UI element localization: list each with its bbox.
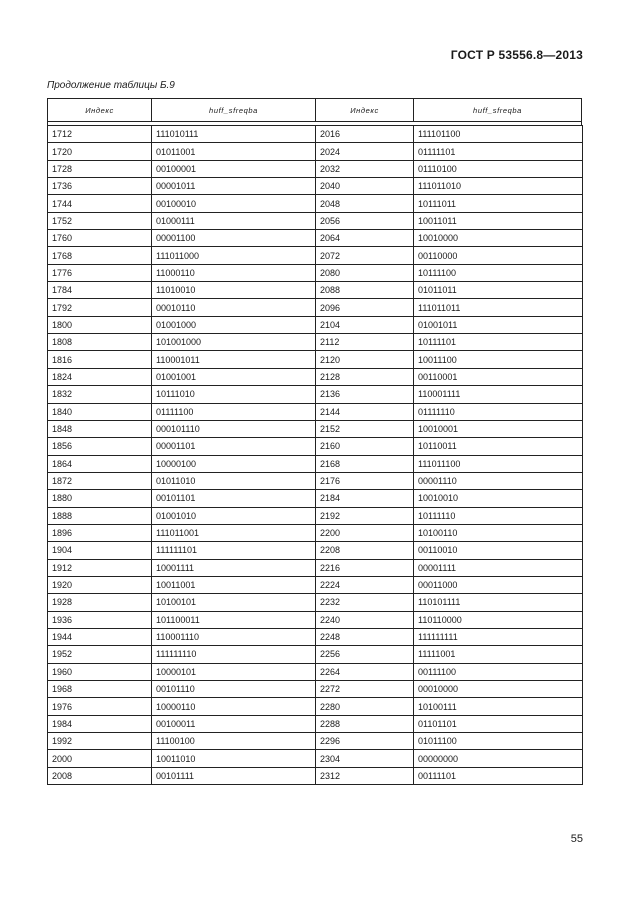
cell-index-right: 2072 [316, 247, 414, 264]
page-number: 55 [570, 833, 583, 845]
header-index-left: Индекс [48, 99, 152, 121]
table-row [48, 282, 583, 299]
table-row [48, 351, 583, 368]
table-row [48, 559, 583, 576]
cell-index-right: 2192 [316, 507, 414, 524]
cell-code-right: 01001011 [414, 316, 583, 333]
cell-index-right: 2176 [316, 472, 414, 489]
cell-index-right: 2064 [316, 230, 414, 247]
cell-code-right: 00111101 [414, 767, 583, 784]
cell-code-right: 10111101 [414, 334, 583, 351]
cell-index-left: 1960 [48, 663, 152, 680]
cell-code-right: 110101111 [414, 594, 583, 611]
cell-code-right: 01110100 [414, 160, 583, 177]
table-row [48, 472, 583, 489]
table-row [48, 368, 583, 385]
header-huff-right: huff_sfreqba [473, 105, 522, 115]
cell-index-right: 2104 [316, 316, 414, 333]
table-row [48, 750, 583, 767]
table-row [48, 195, 583, 212]
cell-code-left: 00001100 [152, 230, 316, 247]
cell-index-left: 1976 [48, 698, 152, 715]
cell-code-right: 01111110 [414, 403, 583, 420]
table-row [48, 767, 583, 784]
cell-index-left: 1808 [48, 334, 152, 351]
header-index-right: Индекс [316, 99, 414, 121]
cell-index-left: 1824 [48, 368, 152, 385]
cell-index-left: 1768 [48, 247, 152, 264]
cell-code-left: 00101110 [152, 681, 316, 698]
table-body [47, 125, 583, 785]
cell-code-right: 10100111 [414, 698, 583, 715]
cell-code-right: 10111100 [414, 264, 583, 281]
table-row [48, 316, 583, 333]
cell-code-right: 111011100 [414, 455, 583, 472]
table-row [48, 681, 583, 698]
cell-index-left: 1872 [48, 472, 152, 489]
cell-index-right: 2040 [316, 178, 414, 195]
cell-code-right: 111101100 [414, 126, 583, 143]
cell-code-left: 10000101 [152, 663, 316, 680]
cell-code-right: 10011100 [414, 351, 583, 368]
cell-index-left: 1968 [48, 681, 152, 698]
cell-code-left: 01111100 [152, 403, 316, 420]
table-row [48, 143, 583, 160]
cell-code-right: 00111100 [414, 663, 583, 680]
cell-code-left: 01001000 [152, 316, 316, 333]
cell-index-left: 1888 [48, 507, 152, 524]
cell-code-left: 00001101 [152, 438, 316, 455]
cell-index-left: 1944 [48, 628, 152, 645]
cell-code-right: 10111110 [414, 507, 583, 524]
cell-index-left: 2000 [48, 750, 152, 767]
cell-index-left: 1712 [48, 126, 152, 143]
cell-code-left: 10001111 [152, 559, 316, 576]
cell-index-left: 1912 [48, 559, 152, 576]
table-row [48, 733, 583, 750]
cell-index-right: 2248 [316, 628, 414, 645]
cell-index-left: 1816 [48, 351, 152, 368]
cell-index-right: 2048 [316, 195, 414, 212]
cell-index-left: 1920 [48, 576, 152, 593]
table-row [48, 455, 583, 472]
cell-code-left: 00010110 [152, 299, 316, 316]
table-row [48, 212, 583, 229]
cell-code-left: 000101110 [152, 420, 316, 437]
cell-index-left: 1952 [48, 646, 152, 663]
table-row [48, 490, 583, 507]
cell-index-right: 2232 [316, 594, 414, 611]
cell-index-left: 1752 [48, 212, 152, 229]
cell-index-left: 1792 [48, 299, 152, 316]
cell-code-right: 00110000 [414, 247, 583, 264]
cell-index-left: 1832 [48, 386, 152, 403]
cell-index-left: 1984 [48, 715, 152, 732]
cell-code-left: 111111101 [152, 542, 316, 559]
table-header [47, 98, 582, 122]
cell-code-right: 01101101 [414, 715, 583, 732]
cell-index-right: 2120 [316, 351, 414, 368]
cell-index-right: 2256 [316, 646, 414, 663]
cell-index-left: 1720 [48, 143, 152, 160]
table-row [48, 715, 583, 732]
cell-index-left: 1840 [48, 403, 152, 420]
table-row [48, 178, 583, 195]
cell-code-left: 11100100 [152, 733, 316, 750]
cell-index-right: 2144 [316, 403, 414, 420]
data-table [47, 98, 582, 785]
cell-index-left: 1848 [48, 420, 152, 437]
table-row [48, 663, 583, 680]
cell-index-right: 2296 [316, 733, 414, 750]
cell-index-right: 2184 [316, 490, 414, 507]
cell-code-left: 10000110 [152, 698, 316, 715]
cell-code-left: 00101101 [152, 490, 316, 507]
table-row [48, 698, 583, 715]
document-code: ГОСТ Р 53556.8—2013 [450, 48, 583, 62]
cell-code-right: 00011000 [414, 576, 583, 593]
cell-index-right: 2240 [316, 611, 414, 628]
cell-code-left: 101100011 [152, 611, 316, 628]
table-row [48, 386, 583, 403]
cell-code-left: 00100001 [152, 160, 316, 177]
cell-code-left: 00100011 [152, 715, 316, 732]
cell-code-left: 110001011 [152, 351, 316, 368]
cell-index-right: 2280 [316, 698, 414, 715]
table-row [48, 420, 583, 437]
cell-index-left: 1744 [48, 195, 152, 212]
table-row [48, 403, 583, 420]
cell-code-right: 00110001 [414, 368, 583, 385]
cell-code-left: 11000110 [152, 264, 316, 281]
table-row [48, 576, 583, 593]
cell-code-left: 111011001 [152, 524, 316, 541]
cell-index-right: 2312 [316, 767, 414, 784]
cell-index-left: 1904 [48, 542, 152, 559]
cell-code-left: 11010010 [152, 282, 316, 299]
cell-code-left: 10000100 [152, 455, 316, 472]
cell-code-left: 10100101 [152, 594, 316, 611]
cell-code-right: 00110010 [414, 542, 583, 559]
cell-index-left: 1776 [48, 264, 152, 281]
table-row [48, 646, 583, 663]
cell-code-right: 10110011 [414, 438, 583, 455]
cell-index-right: 2016 [316, 126, 414, 143]
cell-index-right: 2160 [316, 438, 414, 455]
table-caption: Продолжение таблицы Б.9 [47, 80, 175, 91]
cell-code-left: 10011010 [152, 750, 316, 767]
table-row [48, 160, 583, 177]
cell-index-left: 1992 [48, 733, 152, 750]
cell-code-left: 01011010 [152, 472, 316, 489]
cell-index-right: 2152 [316, 420, 414, 437]
cell-index-right: 2088 [316, 282, 414, 299]
table-row [48, 438, 583, 455]
cell-code-right: 110001111 [414, 386, 583, 403]
table-row [48, 299, 583, 316]
cell-code-left: 00001011 [152, 178, 316, 195]
table-row [48, 230, 583, 247]
cell-code-left: 01001010 [152, 507, 316, 524]
table-row [48, 264, 583, 281]
cell-index-left: 1864 [48, 455, 152, 472]
cell-index-right: 2208 [316, 542, 414, 559]
cell-index-right: 2304 [316, 750, 414, 767]
cell-code-right: 111011011 [414, 299, 583, 316]
cell-index-right: 2224 [316, 576, 414, 593]
table-row [48, 126, 583, 143]
table-row [48, 507, 583, 524]
cell-index-right: 2272 [316, 681, 414, 698]
cell-index-left: 2008 [48, 767, 152, 784]
cell-code-left: 01001001 [152, 368, 316, 385]
cell-code-left: 111011000 [152, 247, 316, 264]
cell-code-right: 10111011 [414, 195, 583, 212]
cell-index-left: 1928 [48, 594, 152, 611]
cell-code-right: 00001110 [414, 472, 583, 489]
cell-index-left: 1728 [48, 160, 152, 177]
cell-index-right: 2096 [316, 299, 414, 316]
table-row [48, 628, 583, 645]
table-row [48, 611, 583, 628]
cell-index-right: 2216 [316, 559, 414, 576]
cell-code-right: 11111001 [414, 646, 583, 663]
cell-code-right: 00010000 [414, 681, 583, 698]
cell-index-right: 2080 [316, 264, 414, 281]
cell-code-right: 10010000 [414, 230, 583, 247]
cell-code-right: 10010001 [414, 420, 583, 437]
cell-code-left: 110001110 [152, 628, 316, 645]
cell-index-right: 2168 [316, 455, 414, 472]
cell-code-left: 101001000 [152, 334, 316, 351]
cell-index-left: 1856 [48, 438, 152, 455]
cell-code-right: 111111111 [414, 628, 583, 645]
cell-code-right: 10010010 [414, 490, 583, 507]
cell-index-left: 1784 [48, 282, 152, 299]
cell-code-right: 01111101 [414, 143, 583, 160]
cell-index-left: 1936 [48, 611, 152, 628]
cell-code-right: 00000000 [414, 750, 583, 767]
cell-code-left: 00101111 [152, 767, 316, 784]
cell-code-left: 01000111 [152, 212, 316, 229]
cell-code-right: 01011100 [414, 733, 583, 750]
cell-index-right: 2264 [316, 663, 414, 680]
cell-code-left: 00100010 [152, 195, 316, 212]
table-row [48, 524, 583, 541]
cell-code-right: 111011010 [414, 178, 583, 195]
cell-index-left: 1736 [48, 178, 152, 195]
cell-index-right: 2032 [316, 160, 414, 177]
cell-index-left: 1896 [48, 524, 152, 541]
table-row [48, 594, 583, 611]
cell-code-left: 10011001 [152, 576, 316, 593]
cell-index-right: 2136 [316, 386, 414, 403]
table-row [48, 334, 583, 351]
cell-index-right: 2128 [316, 368, 414, 385]
cell-index-left: 1800 [48, 316, 152, 333]
cell-index-right: 2112 [316, 334, 414, 351]
table-row [48, 542, 583, 559]
cell-index-right: 2200 [316, 524, 414, 541]
table-row [48, 247, 583, 264]
cell-index-right: 2056 [316, 212, 414, 229]
cell-index-left: 1880 [48, 490, 152, 507]
cell-code-left: 10111010 [152, 386, 316, 403]
cell-code-left: 111010111 [152, 126, 316, 143]
cell-code-left: 01011001 [152, 143, 316, 160]
cell-index-right: 2024 [316, 143, 414, 160]
cell-index-right: 2288 [316, 715, 414, 732]
cell-code-right: 10011011 [414, 212, 583, 229]
cell-code-left: 111111110 [152, 646, 316, 663]
cell-code-right: 10100110 [414, 524, 583, 541]
header-huff-left: huff_sfreqba [152, 99, 316, 121]
cell-code-right: 110110000 [414, 611, 583, 628]
cell-index-left: 1760 [48, 230, 152, 247]
cell-code-right: 01011011 [414, 282, 583, 299]
cell-code-right: 00001111 [414, 559, 583, 576]
